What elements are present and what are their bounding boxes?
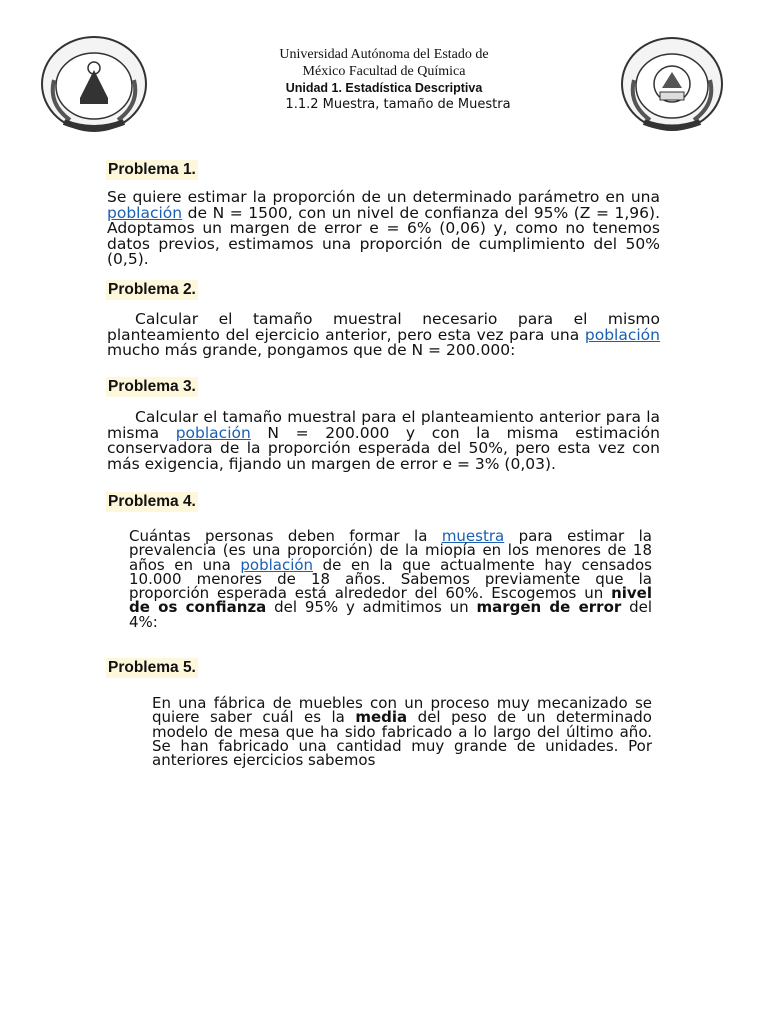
problem-1-heading: Problema 1. <box>108 161 196 178</box>
poblacion-link[interactable]: población <box>175 423 251 442</box>
unit-title: Unidad 1. Estadística Descriptiva <box>285 81 483 95</box>
muestra-link[interactable]: muestra <box>441 527 505 545</box>
poblacion-link[interactable]: población <box>584 325 660 344</box>
problem-3-text: Calcular el tamaño muestral para el planteamiento anterior para la misma población N = 200.000 y con la misma estimación conservadora de la proporción esperada del 50%, pero esta vez con más exigencia, fijando un margen de error e = 3% (0,03). <box>107 408 660 473</box>
document-header <box>250 46 518 113</box>
margin-of-error-term: margen de error <box>476 598 622 617</box>
poblacion-link[interactable]: población <box>240 555 314 574</box>
university-name-line1: Universidad Autónoma del Estado de <box>279 47 489 62</box>
university-seal-left-logo <box>40 34 148 134</box>
problem-2-text: Calcular el tamaño muestral necesario para el mismo planteamiento del ejercicio anterior, pero esta vez para una población mucho más grande, pongamos que de N = 200.000: <box>107 310 660 359</box>
problem-5-heading: Problema 5. <box>108 659 196 676</box>
problem-4-text: Cuántas personas deben formar la muestra para estimar la prevalencia (es una proporción) de la miopía en los menores de 18 años en una población de en la que actualmente hay censados 10.000 menores de 18 años. Sabemos previamente que la proporción esperada está alrededor del 60%. Escogemos un nivel de os confianza del 95% y admitimos un margen de error del 4%: <box>129 527 653 631</box>
university-name-line2: México Facultad de Química <box>302 64 466 79</box>
problem-3-heading: Problema 3. <box>108 378 196 395</box>
confidence-level-term: nivel de os confianza <box>129 584 652 617</box>
problem-2-heading: Problema 2. <box>108 281 196 298</box>
problem-4-heading: Problema 4. <box>108 493 196 510</box>
problem-1-text: Se quiere estimar la proporción de un determinado parámetro en una población de N = 1500, con un nivel de confianza del 95% (Z = 1,96). Adoptamos un margen de error e = 6% (0,06) y, como no tenemos datos previos, estimamos una proporción de cumplimiento del 50% (0,5). <box>107 188 660 268</box>
problem-5-text: En una fábrica de muebles con un proceso muy mecanizado se quiere saber cuál es la media del peso de un determinado modelo de mesa que ha sido fabricado a lo largo del último año. Se han fabricado una cantidad muy grande de unidades. Por anteriores ejercicios sabemos <box>152 694 652 770</box>
mean-term: media <box>355 708 408 727</box>
university-seal-right-logo <box>618 34 726 134</box>
section-title: 1.1.2 Muestra, tamaño de Muestra <box>285 97 511 112</box>
poblacion-link[interactable]: población <box>107 203 183 222</box>
